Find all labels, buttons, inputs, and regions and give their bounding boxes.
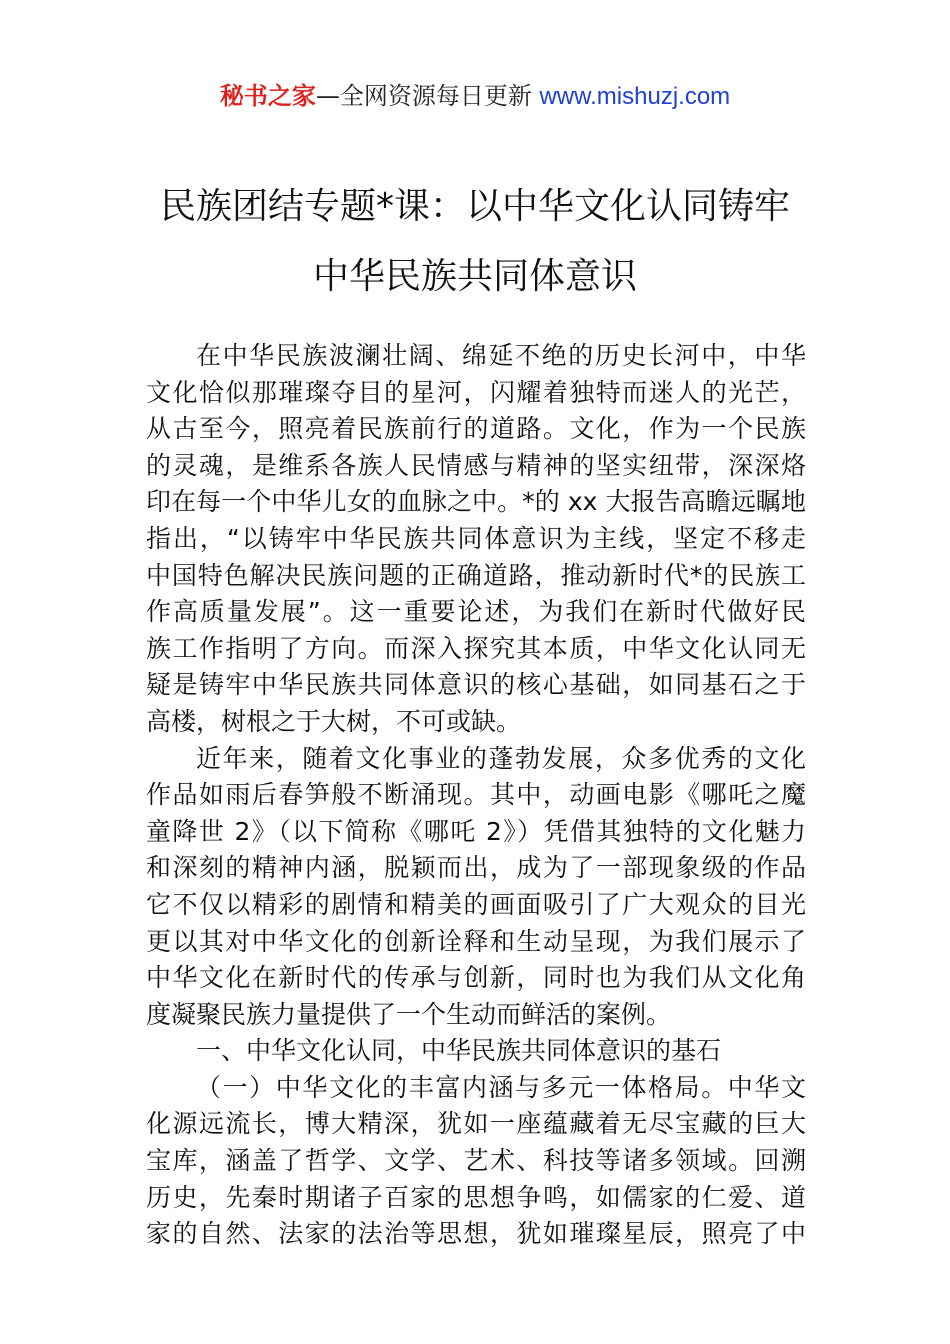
body-line: 文化恰似那璀璨夺目的星河，闪耀着独特而迷人的光芒， xyxy=(146,377,806,407)
body-line: 作高质量发展”。这一重要论述，为我们在新时代做好民 xyxy=(146,597,806,627)
site-header xyxy=(0,80,950,113)
body-line: 更以其对中华文化的创新诠释和生动呈现，为我们展示了 xyxy=(146,926,806,956)
header-slogan: —全网资源每日更新 xyxy=(315,82,540,110)
document-title-line-1: 民族团结专题*课：以中华文化认同铸牢 xyxy=(159,186,790,227)
body-line: 度凝聚民族力量提供了一个生动而鲜活的案例。 xyxy=(146,999,672,1029)
section-heading: 一、中华文化认同，中华民族共同体意识的基石 xyxy=(196,1036,722,1066)
body-line: 化源远流长，博大精深，犹如一座蕴藏着无尽宝藏的巨大 xyxy=(146,1109,806,1139)
body-line: 族工作指明了方向。而深入探究其本质，中华文化认同无 xyxy=(146,633,806,663)
body-line: 的灵魂，是维系各族人民情感与精神的坚实纽带，深深烙 xyxy=(146,450,806,480)
document-title-line-2: 中华民族共同体意识 xyxy=(312,256,637,297)
body-line: 高楼，树根之于大树，不可或缺。 xyxy=(146,706,522,736)
body-line: 指出，“以铸牢中华民族共同体意识为主线，坚定不移走 xyxy=(146,523,806,553)
document-body xyxy=(146,338,806,1253)
body-line: 近年来，随着文化事业的蓬勃发展，众多优秀的文化 xyxy=(196,743,806,773)
body-line: 在中华民族波澜壮阔、绵延不绝的历史长河中，中华 xyxy=(196,341,806,370)
body-line: 它不仅以精彩的剧情和精美的画面吸引了广大观众的目光 xyxy=(146,889,806,919)
brand-name: 秘书之家 xyxy=(219,82,316,110)
body-line: 家的自然、法家的法治等思想，犹如璀璨星辰，照亮了中 xyxy=(146,1219,806,1249)
body-line: 从古至今，照亮着民族前行的道路。文化，作为一个民族 xyxy=(146,414,806,444)
site-url-link[interactable]: www.mishuzj.com xyxy=(539,83,731,110)
body-line: 中国特色解决民族问题的正确道路，推动新时代*的民族工 xyxy=(146,560,806,590)
body-line: 印在每一个中华儿女的血脉之中。*的 xx 大报告高瞻远瞩地 xyxy=(146,487,806,517)
body-line: 和深刻的精神内涵，脱颖而出，成为了一部现象级的作品 xyxy=(146,853,806,883)
body-line: 宝库，涵盖了哲学、文学、艺术、科技等诸多领域。回溯 xyxy=(146,1146,806,1176)
body-line: 童降世 2》（以下简称《哪吒 2》）凭借其独特的文化魅力 xyxy=(146,816,806,846)
body-line: 历史，先秦时期诸子百家的思想争鸣，如儒家的仁爱、道 xyxy=(146,1182,806,1212)
body-line: （一）中华文化的丰富内涵与多元一体格局。中华文 xyxy=(196,1072,806,1102)
body-line: 作品如雨后春笋般不断涌现。其中，动画电影《哪吒之魔 xyxy=(146,780,806,810)
body-line: 中华文化在新时代的传承与创新，同时也为我们从文化角 xyxy=(146,963,806,993)
body-line: 疑是铸牢中华民族共同体意识的核心基础，如同基石之于 xyxy=(146,670,806,700)
